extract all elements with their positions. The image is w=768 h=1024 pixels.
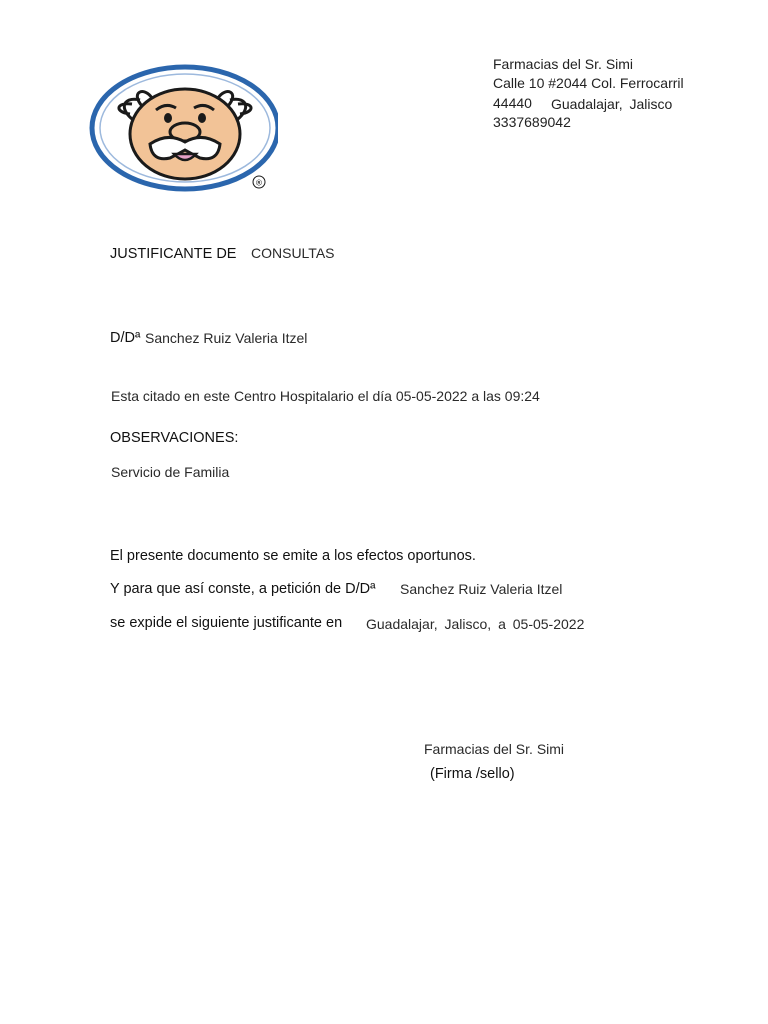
observations-value: Servicio de Familia: [111, 464, 230, 480]
title-value: CONSULTAS: [251, 245, 335, 261]
header-postal-code: 44440: [493, 95, 532, 111]
document-line-1: El presente documento se emite a los efectos oportunos.: [110, 548, 476, 564]
citation-text: Esta citado en este Centro Hospitalario el día 05-05-2022 a las 09:24: [111, 388, 540, 404]
document-line-3-place: Guadalajar, Jalisco, a 05-05-2022: [366, 616, 585, 632]
patient-prefix: D/Dª: [110, 330, 141, 346]
observations-label: OBSERVACIONES:: [110, 430, 239, 446]
header-phone: 3337689042: [493, 114, 571, 130]
document-line-3-prefix: se expide el siguiente justificante en: [110, 615, 343, 631]
header-city: Guadalajar, Jalisco: [551, 96, 673, 112]
document-line-2-prefix: Y para que así conste, a petición de D/Dª: [110, 581, 376, 597]
header-address: Calle 10 #2044 Col. Ferrocarril: [493, 75, 684, 91]
registered-mark: ®: [256, 178, 262, 188]
document-line-2-name: Sanchez Ruiz Valeria Itzel: [400, 581, 563, 597]
header-company: Farmacias del Sr. Simi: [493, 56, 634, 72]
patient-name: Sanchez Ruiz Valeria Itzel: [145, 330, 308, 346]
title-prefix: JUSTIFICANTE DE: [110, 246, 237, 262]
signature-company: Farmacias del Sr. Simi: [424, 741, 565, 757]
signature-label: (Firma /sello): [430, 766, 515, 782]
dr-simi-logo: [88, 62, 278, 192]
